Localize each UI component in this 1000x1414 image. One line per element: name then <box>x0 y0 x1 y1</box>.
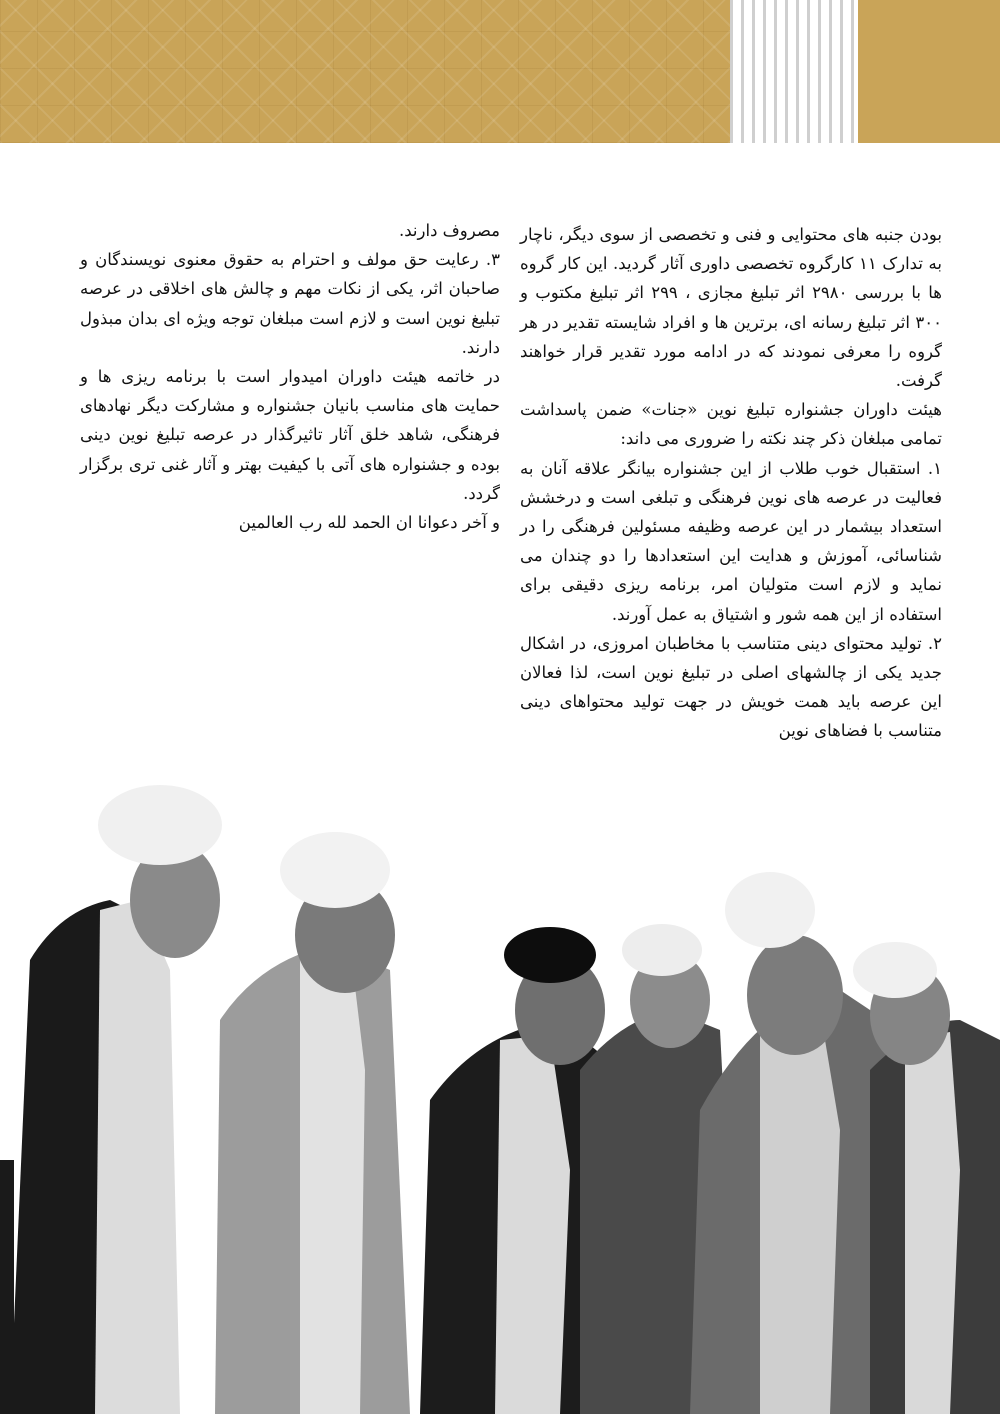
paragraph: و آخر دعوانا ان الحمد لله رب العالمین <box>238 513 500 533</box>
paragraph: بودن جنبه های محتوایی و فنی و تخصصی از سوی دیگر، ناچار به تدارک ۱۱ کارگروه تخصصی داوری آثار گردید. این کار گروه ها با بررسی ۲۹۸۰ اثر تبلیغ مجازی ، ۲۹۹ اثر تبلیغ مکتوب و ۳۰۰ اثر تبلیغ رسانه ای، برترین ها و افراد شایسته تقدیر در هر گروه را معرفی نمودند که در ادامه مورد تقدیر قرار خواهند گرفت. <box>520 225 942 391</box>
paragraph: ۳. رعایت حق مولف و احترام به حقوق معنوی نویسندگان و صاحبان اثر، یکی از نکات مهم و چالش های اخلاقی در عرصه تبلیغ نوین است و لازم است مبلغان توجه ویژه ای بدان مبذول دارند. <box>80 250 500 357</box>
right-text-column <box>520 220 942 746</box>
paragraph: ۲. تولید محتوای دینی متناسب با مخاطبان امروزی، در اشکال جدید یکی از چالشهای اصلی در تبلیغ نوین است، لذا فعالان این عرصه باید همت خویش در جهت تولید محتواهای دینی متناسب با فضاهای نوین <box>520 633 942 741</box>
figure-far-right <box>853 942 1000 1414</box>
figure-second <box>215 832 410 1414</box>
ceremony-photo <box>0 770 1000 1414</box>
header-stripes <box>730 0 858 143</box>
figure-far-left <box>10 785 222 1414</box>
paragraph: در خاتمه هیئت داوران امیدوار است با برنامه ریزی ها و حمایت های مناسب بانیان جشنواره و مشارکت دیگر نهادهای فرهنگی، شاهد خلق آثار تاثیرگذار در عرصه تبلیغ نوین دینی بوده و جشنواره های آتی با کیفیت بهتر و آثار غنی تری برگزار گردد. <box>80 367 500 503</box>
header-pattern-band <box>0 0 730 143</box>
paragraph: ۱. استقبال خوب طلاب از این جشنواره بیانگر علاقه آنان به فعالیت در عرصه های نوین فرهنگی و تبلغی است و درخشش استعداد بیشمار در این عرصه وظیفه مسئولین فرهنگی را در شناسائی، آموزش و هدایت این استعدادها را دو چندان می نماید و لازم است متولیان امر، برنامه ریزی دقیقی برای استفاده از این همه شور و اشتیاق به عمل آورند. <box>520 458 942 624</box>
paragraph: هیئت داوران جشنواره تبلیغ نوین «جنات» ضمن پاسداشت تمامی مبلغان ذکر چند نکته را ضروری می داند: <box>520 400 942 449</box>
header-gold-block <box>858 0 1000 143</box>
left-text-column <box>80 216 500 537</box>
paragraph: مصروف دارند. <box>399 221 500 240</box>
